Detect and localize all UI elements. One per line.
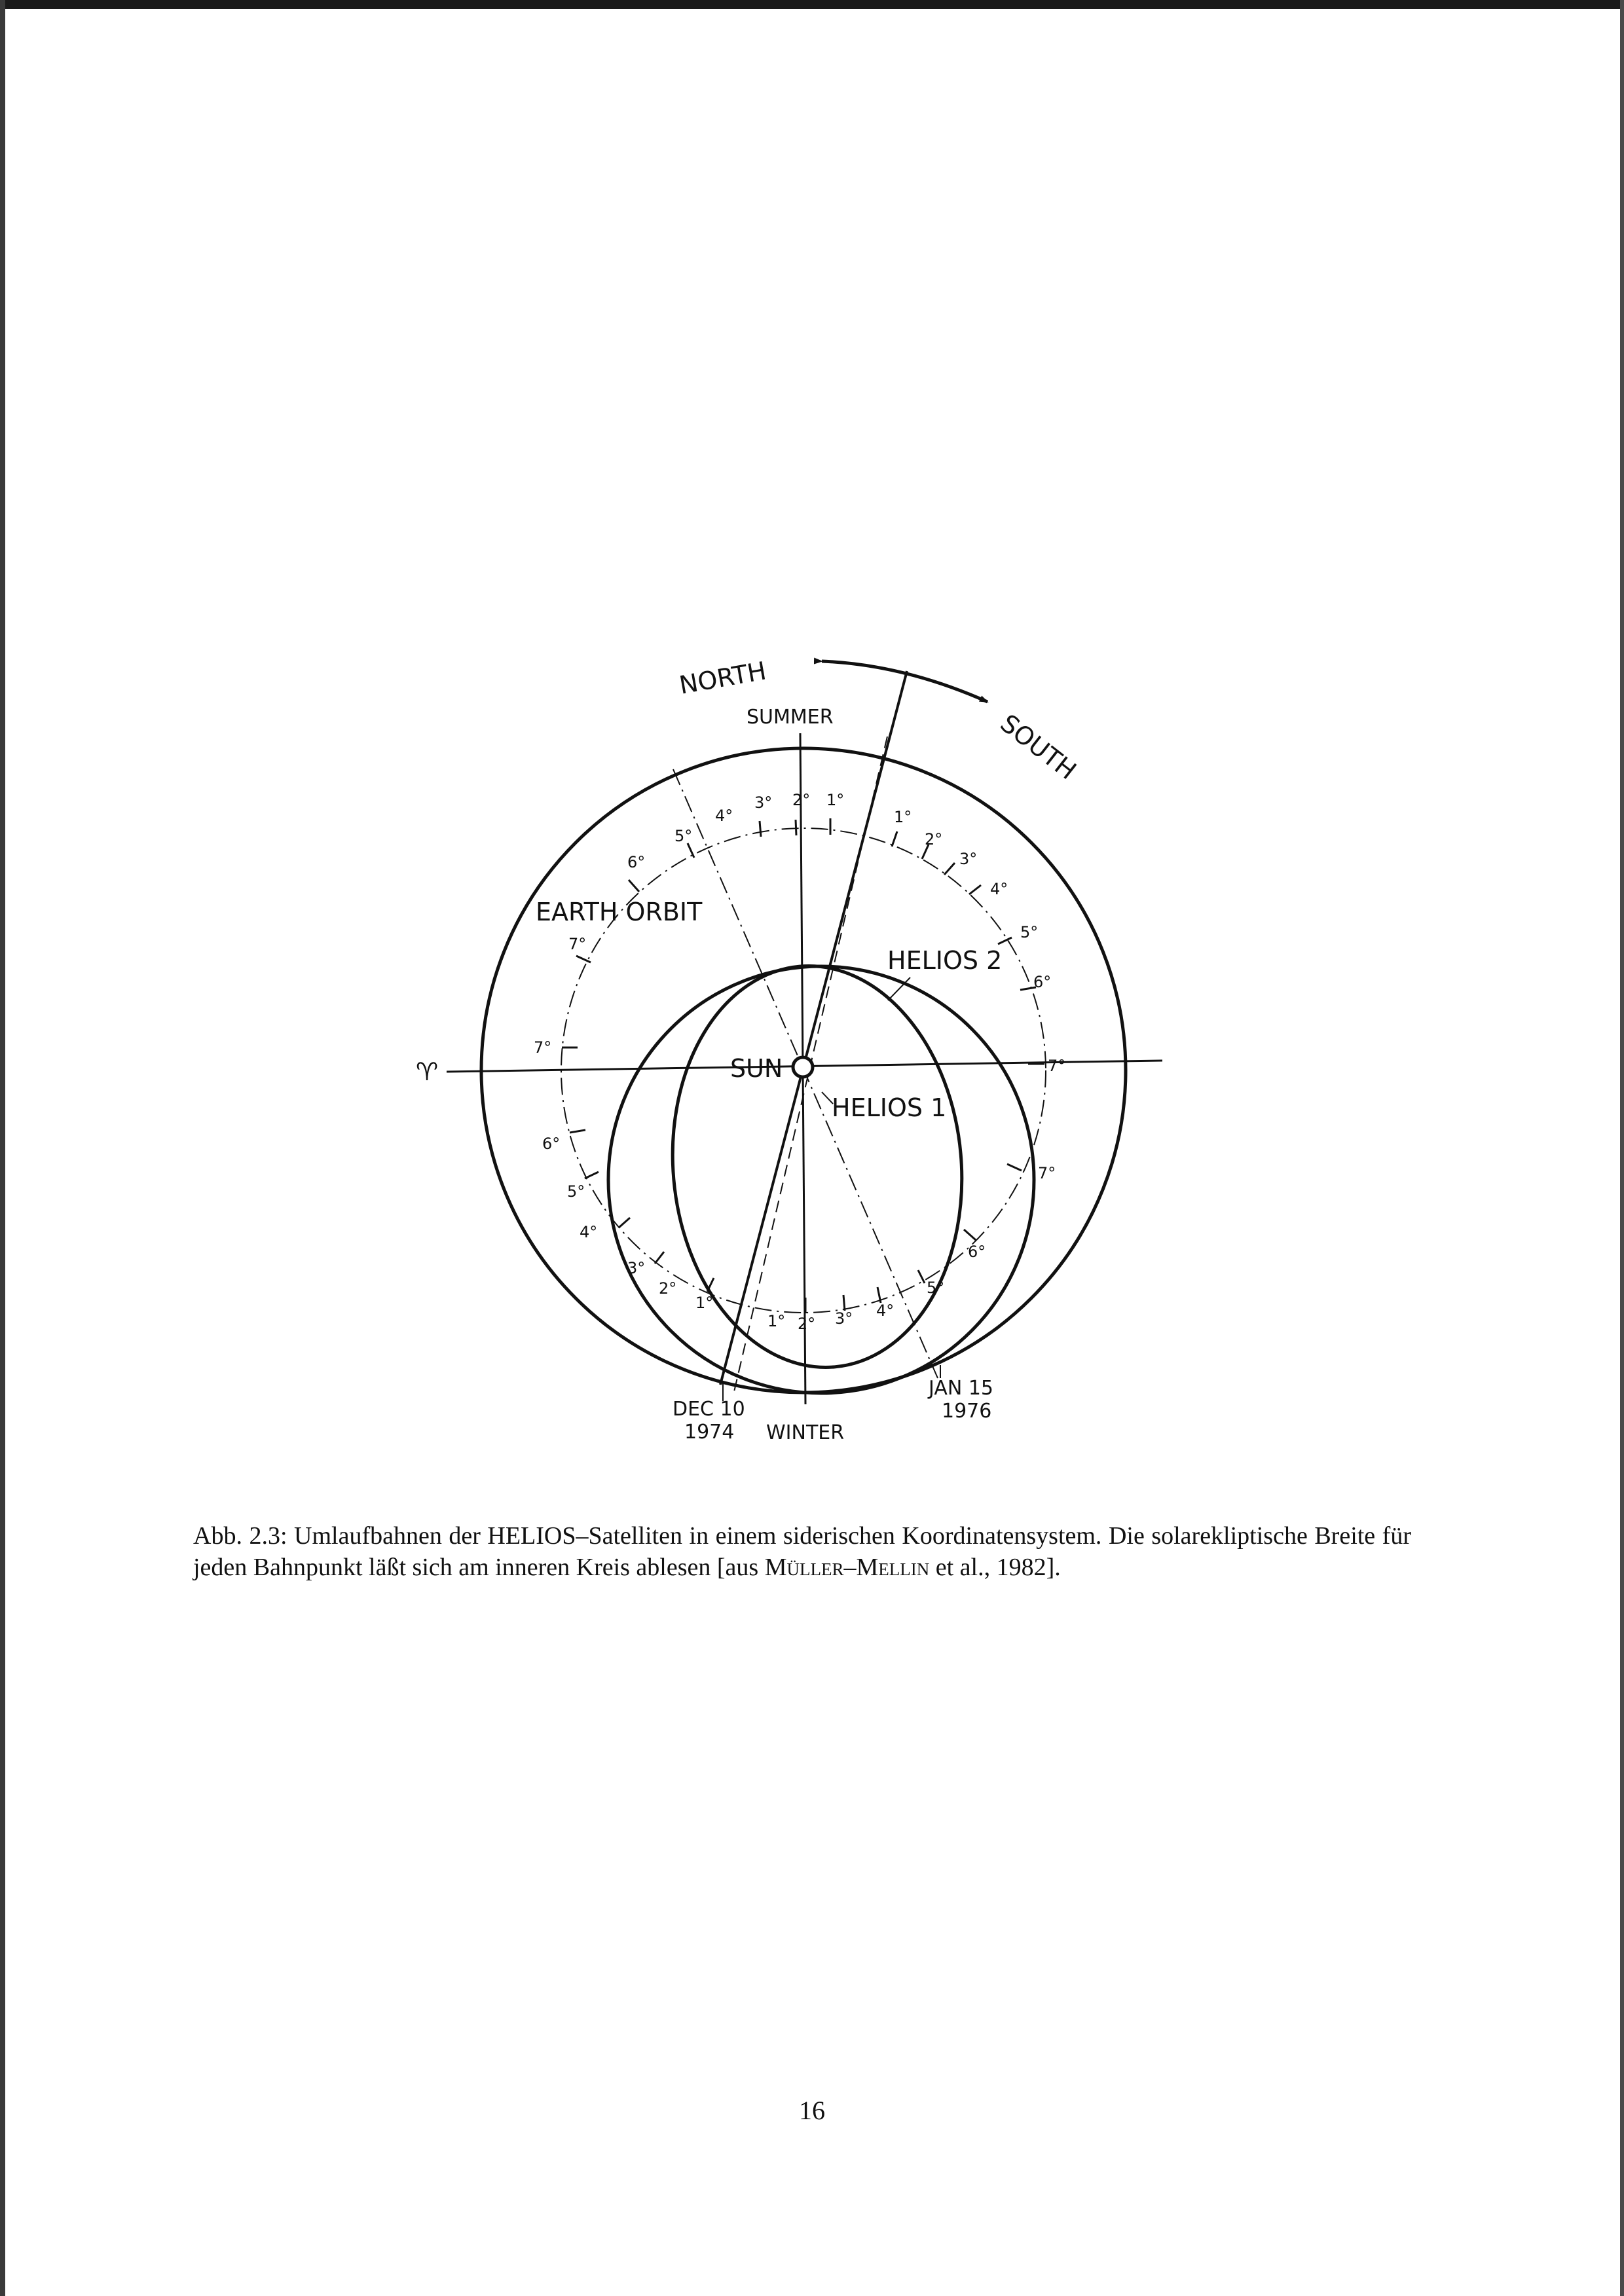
helios2-label: HELIOS 2 (887, 946, 1003, 975)
caption-author: Müller–Mellin (764, 1554, 930, 1581)
sun-marker (793, 1057, 813, 1077)
deg-label: 4° (715, 807, 733, 825)
deg-label: 1° (767, 1312, 786, 1330)
south-label: SOUTH (995, 708, 1082, 786)
dec-date-label: DEC 10 (673, 1398, 745, 1421)
summer-label: SUMMER (747, 706, 834, 729)
deg-label: 3° (627, 1259, 646, 1277)
deg-label: 1° (695, 1294, 714, 1312)
deg-label: 6° (542, 1135, 561, 1153)
deg-label: 2° (659, 1279, 677, 1298)
deg-label: 7° (534, 1038, 552, 1057)
deg-label: 5° (674, 827, 693, 845)
page-number: 16 (799, 2096, 825, 2125)
deg-label: 6° (627, 853, 646, 871)
deg-label: 3° (754, 793, 773, 812)
winter-label: WINTER (766, 1421, 845, 1444)
jan-year-label: 1976 (942, 1400, 992, 1423)
caption-label: Abb. 2.3: (193, 1522, 287, 1550)
dec-year-label: 1974 (684, 1421, 735, 1444)
deg-label: 1° (894, 808, 912, 826)
deg-label: 2° (798, 1315, 816, 1333)
deg-label: 4° (580, 1223, 598, 1241)
sun-label: SUN (730, 1054, 783, 1083)
deg-label: 2° (792, 791, 811, 809)
earth-orbit-label: EARTH ORBIT (536, 898, 703, 926)
caption-text-1: Umlaufbahnen der HELIOS–Satelliten in einem siderischen Koordinatensystem. Die solarekliptische Breite für jeden Bahnpunkt läßt sich am inneren Kreis ablesen [aus (193, 1522, 1411, 1581)
deg-label: 5° (567, 1182, 585, 1201)
helios1-label: HELIOS 1 (832, 1093, 947, 1122)
aries-symbol: ♈ (416, 1057, 439, 1086)
deg-label: 7° (568, 935, 587, 953)
line-of-nodes (720, 671, 907, 1385)
deg-label: 7° (1038, 1164, 1056, 1182)
deg-label: 4° (990, 880, 1008, 898)
figure-caption (193, 1520, 1411, 1583)
deg-label: 5° (927, 1279, 945, 1297)
caption-text-2: et al., 1982]. (929, 1554, 1061, 1581)
deg-label: 5° (1020, 923, 1039, 941)
jan-date-label: JAN 15 (929, 1377, 993, 1400)
deg-label: 1° (826, 791, 845, 809)
north-label: NORTH (676, 656, 769, 700)
deg-label: 4° (876, 1302, 895, 1320)
deg-label: 3° (835, 1309, 853, 1328)
deg-label: 6° (968, 1243, 986, 1261)
deg-label: 2° (925, 830, 943, 848)
deg-label: 3° (959, 850, 978, 868)
deg-label: 6° (1033, 973, 1052, 991)
deg-label: 7° (1048, 1057, 1066, 1075)
